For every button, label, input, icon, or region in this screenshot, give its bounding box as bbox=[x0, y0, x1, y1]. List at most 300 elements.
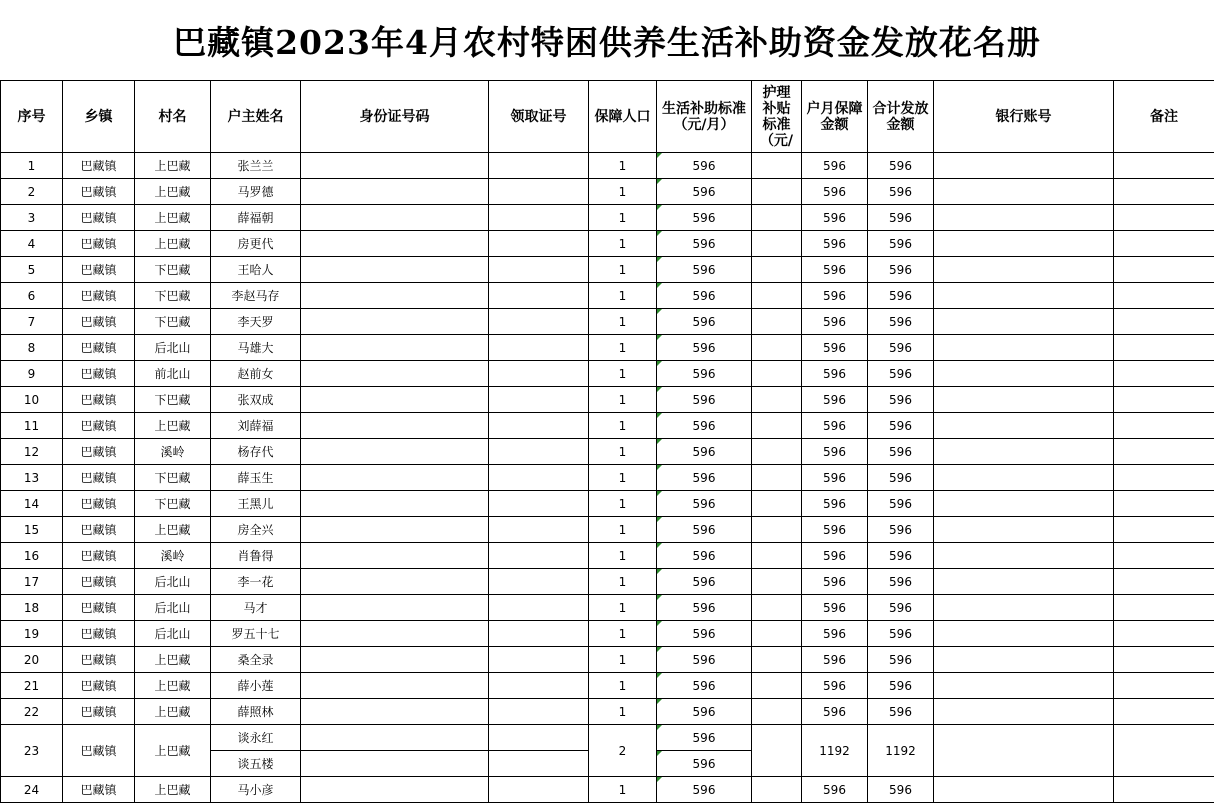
cell-bank-account bbox=[934, 465, 1114, 491]
cell-name: 张双成 bbox=[211, 387, 301, 413]
cell-care-std bbox=[752, 777, 802, 803]
cell-name: 马罗德 bbox=[211, 179, 301, 205]
cell-remarks bbox=[1114, 725, 1214, 777]
cell-seq: 10 bbox=[1, 387, 63, 413]
cell-living-std: 596 bbox=[657, 569, 752, 595]
header-township: 乡镇 bbox=[63, 81, 135, 153]
cell-name: 谈永红 bbox=[211, 725, 301, 751]
cell-village: 下巴藏 bbox=[135, 465, 211, 491]
cell-seq: 19 bbox=[1, 621, 63, 647]
page-title: 巴藏镇2023年4月农村特困供养生活补助资金发放花名册 bbox=[173, 22, 1041, 62]
cell-township: 巴藏镇 bbox=[63, 283, 135, 309]
cell-township: 巴藏镇 bbox=[63, 647, 135, 673]
cell-total-amount: 596 bbox=[868, 179, 934, 205]
cell-living-std: 596 bbox=[657, 491, 752, 517]
cell-persons: 1 bbox=[589, 413, 657, 439]
cell-total-amount: 596 bbox=[868, 543, 934, 569]
cell-township: 巴藏镇 bbox=[63, 387, 135, 413]
cell-total-amount: 596 bbox=[868, 413, 934, 439]
cell-seq: 1 bbox=[1, 153, 63, 179]
cell-township: 巴藏镇 bbox=[63, 621, 135, 647]
cell-seq: 22 bbox=[1, 699, 63, 725]
cell-receipt-no bbox=[489, 491, 589, 517]
cell-remarks bbox=[1114, 387, 1214, 413]
cell-id-number bbox=[301, 491, 489, 517]
cell-total-amount: 596 bbox=[868, 335, 934, 361]
cell-id-number bbox=[301, 335, 489, 361]
cell-persons: 1 bbox=[589, 647, 657, 673]
header-village: 村名 bbox=[135, 81, 211, 153]
cell-receipt-no bbox=[489, 465, 589, 491]
cell-remarks bbox=[1114, 309, 1214, 335]
cell-total-amount: 596 bbox=[868, 647, 934, 673]
header-row bbox=[1, 81, 1214, 153]
cell-monthly-amount: 596 bbox=[802, 439, 868, 465]
cell-persons: 1 bbox=[589, 231, 657, 257]
cell-village: 上巴藏 bbox=[135, 153, 211, 179]
cell-living-std: 596 bbox=[657, 725, 752, 751]
cell-id-number bbox=[301, 465, 489, 491]
cell-township: 巴藏镇 bbox=[63, 491, 135, 517]
table-row bbox=[1, 517, 1214, 543]
cell-name: 肖鲁得 bbox=[211, 543, 301, 569]
cell-village: 下巴藏 bbox=[135, 387, 211, 413]
cell-id-number bbox=[301, 179, 489, 205]
cell-name: 王哈人 bbox=[211, 257, 301, 283]
cell-seq: 12 bbox=[1, 439, 63, 465]
cell-bank-account bbox=[934, 387, 1114, 413]
cell-total-amount: 596 bbox=[868, 283, 934, 309]
cell-township: 巴藏镇 bbox=[63, 699, 135, 725]
cell-receipt-no bbox=[489, 621, 589, 647]
cell-receipt-no bbox=[489, 517, 589, 543]
cell-village: 上巴藏 bbox=[135, 517, 211, 543]
cell-remarks bbox=[1114, 231, 1214, 257]
cell-receipt-no bbox=[489, 725, 589, 751]
cell-village: 后北山 bbox=[135, 335, 211, 361]
cell-monthly-amount: 596 bbox=[802, 543, 868, 569]
cell-living-std: 596 bbox=[657, 153, 752, 179]
cell-township: 巴藏镇 bbox=[63, 231, 135, 257]
cell-monthly-amount: 596 bbox=[802, 283, 868, 309]
cell-remarks bbox=[1114, 543, 1214, 569]
table-row bbox=[1, 335, 1214, 361]
cell-monthly-amount: 596 bbox=[802, 387, 868, 413]
cell-persons: 1 bbox=[589, 517, 657, 543]
cell-id-number bbox=[301, 517, 489, 543]
cell-township: 巴藏镇 bbox=[63, 595, 135, 621]
cell-name: 赵前女 bbox=[211, 361, 301, 387]
cell-remarks bbox=[1114, 647, 1214, 673]
cell-name: 李一花 bbox=[211, 569, 301, 595]
cell-bank-account bbox=[934, 413, 1114, 439]
cell-seq: 18 bbox=[1, 595, 63, 621]
table-row bbox=[1, 569, 1214, 595]
cell-monthly-amount: 596 bbox=[802, 621, 868, 647]
cell-remarks bbox=[1114, 569, 1214, 595]
cell-monthly-amount: 596 bbox=[802, 517, 868, 543]
cell-total-amount: 596 bbox=[868, 231, 934, 257]
cell-monthly-amount: 596 bbox=[802, 361, 868, 387]
cell-village: 溪岭 bbox=[135, 439, 211, 465]
cell-township: 巴藏镇 bbox=[63, 673, 135, 699]
cell-name: 薛小莲 bbox=[211, 673, 301, 699]
cell-seq: 21 bbox=[1, 673, 63, 699]
cell-persons: 1 bbox=[589, 309, 657, 335]
cell-receipt-no bbox=[489, 309, 589, 335]
table-row bbox=[1, 361, 1214, 387]
cell-living-std: 596 bbox=[657, 283, 752, 309]
header-receipt-no: 领取证号 bbox=[489, 81, 589, 153]
cell-seq: 24 bbox=[1, 777, 63, 803]
cell-persons: 1 bbox=[589, 361, 657, 387]
cell-persons: 1 bbox=[589, 673, 657, 699]
cell-monthly-amount: 1192 bbox=[802, 725, 868, 777]
cell-bank-account bbox=[934, 283, 1114, 309]
cell-village: 上巴藏 bbox=[135, 205, 211, 231]
table-row bbox=[1, 491, 1214, 517]
cell-receipt-no bbox=[489, 413, 589, 439]
cell-bank-account bbox=[934, 621, 1114, 647]
cell-remarks bbox=[1114, 673, 1214, 699]
cell-monthly-amount: 596 bbox=[802, 257, 868, 283]
cell-township: 巴藏镇 bbox=[63, 517, 135, 543]
cell-id-number bbox=[301, 413, 489, 439]
cell-monthly-amount: 596 bbox=[802, 595, 868, 621]
cell-care-std bbox=[752, 387, 802, 413]
cell-monthly-amount: 596 bbox=[802, 179, 868, 205]
cell-seq: 23 bbox=[1, 725, 63, 777]
cell-township: 巴藏镇 bbox=[63, 335, 135, 361]
cell-persons: 1 bbox=[589, 777, 657, 803]
cell-total-amount: 596 bbox=[868, 387, 934, 413]
cell-living-std: 596 bbox=[657, 517, 752, 543]
cell-living-std: 596 bbox=[657, 699, 752, 725]
cell-monthly-amount: 596 bbox=[802, 205, 868, 231]
cell-remarks bbox=[1114, 179, 1214, 205]
cell-name: 王黑儿 bbox=[211, 491, 301, 517]
cell-name: 罗五十七 bbox=[211, 621, 301, 647]
cell-bank-account bbox=[934, 309, 1114, 335]
cell-township: 巴藏镇 bbox=[63, 205, 135, 231]
cell-bank-account bbox=[934, 543, 1114, 569]
table-row bbox=[1, 595, 1214, 621]
cell-care-std bbox=[752, 699, 802, 725]
cell-receipt-no bbox=[489, 439, 589, 465]
cell-persons: 2 bbox=[589, 725, 657, 777]
cell-bank-account bbox=[934, 569, 1114, 595]
cell-total-amount: 596 bbox=[868, 699, 934, 725]
cell-bank-account bbox=[934, 179, 1114, 205]
roster-table bbox=[0, 80, 1214, 803]
cell-receipt-no bbox=[489, 231, 589, 257]
cell-bank-account bbox=[934, 517, 1114, 543]
cell-id-number bbox=[301, 361, 489, 387]
cell-care-std bbox=[752, 257, 802, 283]
cell-village: 上巴藏 bbox=[135, 647, 211, 673]
cell-monthly-amount: 596 bbox=[802, 647, 868, 673]
cell-name: 薛玉生 bbox=[211, 465, 301, 491]
cell-id-number bbox=[301, 777, 489, 803]
table-row bbox=[1, 283, 1214, 309]
cell-remarks bbox=[1114, 361, 1214, 387]
cell-id-number bbox=[301, 751, 489, 777]
header-remarks: 备注 bbox=[1114, 81, 1214, 153]
cell-living-std: 596 bbox=[657, 751, 752, 777]
cell-bank-account bbox=[934, 595, 1114, 621]
header-id-number: 身份证号码 bbox=[301, 81, 489, 153]
table-row bbox=[1, 699, 1214, 725]
cell-seq: 14 bbox=[1, 491, 63, 517]
cell-bank-account bbox=[934, 699, 1114, 725]
cell-id-number bbox=[301, 647, 489, 673]
cell-township: 巴藏镇 bbox=[63, 153, 135, 179]
cell-persons: 1 bbox=[589, 569, 657, 595]
cell-remarks bbox=[1114, 335, 1214, 361]
cell-receipt-no bbox=[489, 361, 589, 387]
header-monthly-amount: 户月保障金额 bbox=[802, 81, 868, 153]
cell-id-number bbox=[301, 699, 489, 725]
cell-village: 下巴藏 bbox=[135, 283, 211, 309]
cell-bank-account bbox=[934, 647, 1114, 673]
cell-living-std: 596 bbox=[657, 465, 752, 491]
cell-living-std: 596 bbox=[657, 413, 752, 439]
cell-persons: 1 bbox=[589, 543, 657, 569]
cell-remarks bbox=[1114, 465, 1214, 491]
cell-total-amount: 596 bbox=[868, 153, 934, 179]
table-row bbox=[1, 439, 1214, 465]
cell-monthly-amount: 596 bbox=[802, 153, 868, 179]
cell-care-std bbox=[752, 569, 802, 595]
cell-care-std bbox=[752, 179, 802, 205]
cell-care-std bbox=[752, 413, 802, 439]
cell-id-number bbox=[301, 673, 489, 699]
cell-total-amount: 596 bbox=[868, 673, 934, 699]
cell-receipt-no bbox=[489, 387, 589, 413]
cell-seq: 16 bbox=[1, 543, 63, 569]
table-row bbox=[1, 387, 1214, 413]
cell-township: 巴藏镇 bbox=[63, 413, 135, 439]
cell-remarks bbox=[1114, 621, 1214, 647]
cell-id-number bbox=[301, 595, 489, 621]
cell-remarks bbox=[1114, 205, 1214, 231]
cell-township: 巴藏镇 bbox=[63, 569, 135, 595]
cell-bank-account bbox=[934, 439, 1114, 465]
cell-township: 巴藏镇 bbox=[63, 309, 135, 335]
cell-living-std: 596 bbox=[657, 335, 752, 361]
cell-seq: 20 bbox=[1, 647, 63, 673]
cell-name: 杨存代 bbox=[211, 439, 301, 465]
cell-id-number bbox=[301, 387, 489, 413]
cell-remarks bbox=[1114, 517, 1214, 543]
cell-id-number bbox=[301, 725, 489, 751]
cell-township: 巴藏镇 bbox=[63, 179, 135, 205]
cell-village: 下巴藏 bbox=[135, 491, 211, 517]
cell-living-std: 596 bbox=[657, 361, 752, 387]
cell-total-amount: 1192 bbox=[868, 725, 934, 777]
cell-village: 后北山 bbox=[135, 621, 211, 647]
cell-monthly-amount: 596 bbox=[802, 491, 868, 517]
cell-monthly-amount: 596 bbox=[802, 673, 868, 699]
cell-care-std bbox=[752, 283, 802, 309]
cell-care-std bbox=[752, 621, 802, 647]
cell-name: 房全兴 bbox=[211, 517, 301, 543]
cell-village: 上巴藏 bbox=[135, 725, 211, 777]
table-row bbox=[1, 257, 1214, 283]
cell-village: 前北山 bbox=[135, 361, 211, 387]
cell-living-std: 596 bbox=[657, 231, 752, 257]
header-head-name: 户主姓名 bbox=[211, 81, 301, 153]
header-persons: 保障人口 bbox=[589, 81, 657, 153]
cell-receipt-no bbox=[489, 335, 589, 361]
cell-receipt-no bbox=[489, 777, 589, 803]
cell-care-std bbox=[752, 153, 802, 179]
cell-seq: 3 bbox=[1, 205, 63, 231]
cell-bank-account bbox=[934, 335, 1114, 361]
cell-village: 上巴藏 bbox=[135, 777, 211, 803]
cell-name: 房更代 bbox=[211, 231, 301, 257]
cell-care-std bbox=[752, 465, 802, 491]
cell-persons: 1 bbox=[589, 153, 657, 179]
cell-name: 马雄大 bbox=[211, 335, 301, 361]
cell-village: 下巴藏 bbox=[135, 257, 211, 283]
cell-village: 上巴藏 bbox=[135, 413, 211, 439]
table-row bbox=[1, 465, 1214, 491]
cell-receipt-no bbox=[489, 751, 589, 777]
cell-monthly-amount: 596 bbox=[802, 309, 868, 335]
cell-care-std bbox=[752, 205, 802, 231]
cell-bank-account bbox=[934, 777, 1114, 803]
cell-id-number bbox=[301, 569, 489, 595]
cell-receipt-no bbox=[489, 673, 589, 699]
cell-monthly-amount: 596 bbox=[802, 335, 868, 361]
cell-name: 马小彦 bbox=[211, 777, 301, 803]
cell-care-std bbox=[752, 543, 802, 569]
cell-receipt-no bbox=[489, 179, 589, 205]
table-row bbox=[1, 205, 1214, 231]
cell-bank-account bbox=[934, 725, 1114, 777]
cell-total-amount: 596 bbox=[868, 439, 934, 465]
cell-care-std bbox=[752, 595, 802, 621]
cell-care-std bbox=[752, 361, 802, 387]
cell-persons: 1 bbox=[589, 439, 657, 465]
cell-remarks bbox=[1114, 699, 1214, 725]
cell-total-amount: 596 bbox=[868, 777, 934, 803]
cell-seq: 2 bbox=[1, 179, 63, 205]
cell-persons: 1 bbox=[589, 699, 657, 725]
cell-persons: 1 bbox=[589, 257, 657, 283]
header-total-amount: 合计发放金额 bbox=[868, 81, 934, 153]
cell-village: 上巴藏 bbox=[135, 179, 211, 205]
cell-monthly-amount: 596 bbox=[802, 569, 868, 595]
cell-persons: 1 bbox=[589, 387, 657, 413]
table-row bbox=[1, 231, 1214, 257]
table-row bbox=[1, 179, 1214, 205]
cell-total-amount: 596 bbox=[868, 621, 934, 647]
cell-bank-account bbox=[934, 361, 1114, 387]
cell-monthly-amount: 596 bbox=[802, 777, 868, 803]
cell-name: 桑全录 bbox=[211, 647, 301, 673]
cell-seq: 11 bbox=[1, 413, 63, 439]
cell-name: 薛照林 bbox=[211, 699, 301, 725]
cell-care-std bbox=[752, 647, 802, 673]
cell-living-std: 596 bbox=[657, 621, 752, 647]
table-row bbox=[1, 621, 1214, 647]
cell-monthly-amount: 596 bbox=[802, 413, 868, 439]
cell-living-std: 596 bbox=[657, 179, 752, 205]
header-bank-account: 银行账号 bbox=[934, 81, 1114, 153]
cell-remarks bbox=[1114, 777, 1214, 803]
header-living-std: 生活补助标准 （元/月） bbox=[657, 81, 752, 153]
cell-living-std: 596 bbox=[657, 647, 752, 673]
cell-remarks bbox=[1114, 491, 1214, 517]
cell-village: 后北山 bbox=[135, 569, 211, 595]
cell-persons: 1 bbox=[589, 595, 657, 621]
cell-seq: 17 bbox=[1, 569, 63, 595]
cell-name: 李赵马存 bbox=[211, 283, 301, 309]
cell-total-amount: 596 bbox=[868, 361, 934, 387]
cell-receipt-no bbox=[489, 153, 589, 179]
cell-seq: 9 bbox=[1, 361, 63, 387]
cell-persons: 1 bbox=[589, 205, 657, 231]
cell-seq: 13 bbox=[1, 465, 63, 491]
cell-care-std bbox=[752, 439, 802, 465]
cell-name: 谈五楼 bbox=[211, 751, 301, 777]
cell-township: 巴藏镇 bbox=[63, 257, 135, 283]
cell-remarks bbox=[1114, 257, 1214, 283]
cell-living-std: 596 bbox=[657, 777, 752, 803]
cell-monthly-amount: 596 bbox=[802, 465, 868, 491]
cell-persons: 1 bbox=[589, 621, 657, 647]
cell-persons: 1 bbox=[589, 283, 657, 309]
table-row bbox=[1, 647, 1214, 673]
table-row bbox=[1, 309, 1214, 335]
cell-seq: 4 bbox=[1, 231, 63, 257]
cell-village: 上巴藏 bbox=[135, 699, 211, 725]
cell-id-number bbox=[301, 205, 489, 231]
cell-remarks bbox=[1114, 439, 1214, 465]
table-row bbox=[1, 413, 1214, 439]
table-row bbox=[1, 153, 1214, 179]
cell-total-amount: 596 bbox=[868, 205, 934, 231]
cell-receipt-no bbox=[489, 257, 589, 283]
table-row bbox=[1, 725, 1214, 751]
cell-living-std: 596 bbox=[657, 595, 752, 621]
cell-remarks bbox=[1114, 595, 1214, 621]
cell-id-number bbox=[301, 257, 489, 283]
cell-id-number bbox=[301, 231, 489, 257]
cell-monthly-amount: 596 bbox=[802, 699, 868, 725]
cell-total-amount: 596 bbox=[868, 465, 934, 491]
cell-bank-account bbox=[934, 205, 1114, 231]
cell-village: 上巴藏 bbox=[135, 673, 211, 699]
cell-village: 后北山 bbox=[135, 595, 211, 621]
cell-receipt-no bbox=[489, 283, 589, 309]
cell-living-std: 596 bbox=[657, 257, 752, 283]
cell-receipt-no bbox=[489, 595, 589, 621]
cell-living-std: 596 bbox=[657, 543, 752, 569]
cell-receipt-no bbox=[489, 205, 589, 231]
cell-township: 巴藏镇 bbox=[63, 439, 135, 465]
cell-township: 巴藏镇 bbox=[63, 361, 135, 387]
cell-bank-account bbox=[934, 491, 1114, 517]
cell-id-number bbox=[301, 439, 489, 465]
cell-village: 溪岭 bbox=[135, 543, 211, 569]
cell-village: 上巴藏 bbox=[135, 231, 211, 257]
cell-persons: 1 bbox=[589, 179, 657, 205]
cell-care-std bbox=[752, 309, 802, 335]
cell-township: 巴藏镇 bbox=[63, 777, 135, 803]
